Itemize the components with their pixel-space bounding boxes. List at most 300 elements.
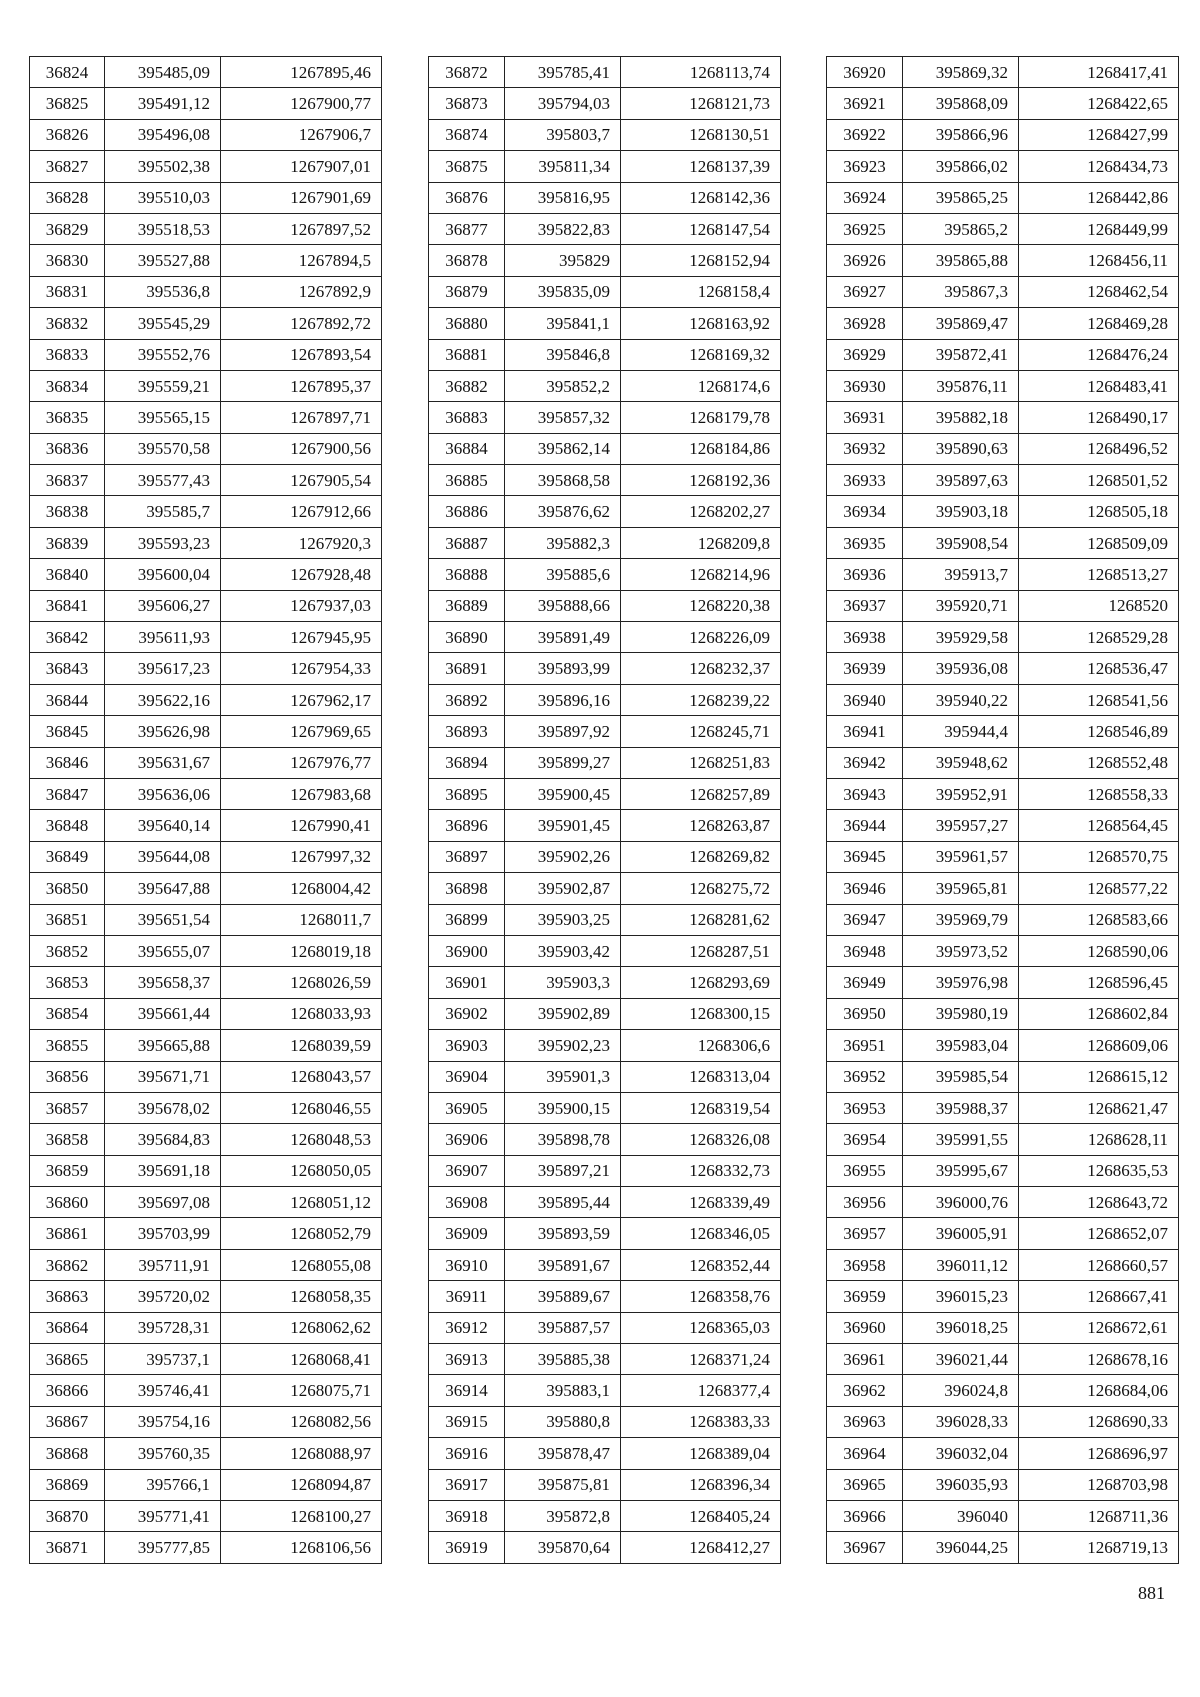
x-coordinate-cell: 396018,25 — [903, 1312, 1019, 1343]
x-coordinate-cell: 395835,09 — [505, 276, 621, 307]
y-coordinate-cell: 1268609,06 — [1019, 1030, 1179, 1061]
y-coordinate-cell: 1268352,44 — [621, 1249, 781, 1280]
y-coordinate-cell: 1268062,62 — [221, 1312, 382, 1343]
y-coordinate-cell: 1268358,76 — [621, 1281, 781, 1312]
x-coordinate-cell: 395720,02 — [105, 1281, 221, 1312]
x-coordinate-cell: 395611,93 — [105, 622, 221, 653]
y-coordinate-cell: 1268011,7 — [221, 904, 382, 935]
point-number-cell: 36893 — [429, 716, 505, 747]
y-coordinate-cell: 1268287,51 — [621, 935, 781, 966]
point-number-cell: 36917 — [429, 1469, 505, 1500]
table-row — [429, 433, 781, 464]
point-number-cell: 36897 — [429, 841, 505, 872]
y-coordinate-cell: 1268300,15 — [621, 998, 781, 1029]
point-number-cell: 36912 — [429, 1312, 505, 1343]
x-coordinate-cell: 395876,62 — [505, 496, 621, 527]
coordinate-table-body — [429, 57, 781, 1564]
table-row — [827, 465, 1179, 496]
x-coordinate-cell: 395883,1 — [505, 1375, 621, 1406]
table-row — [30, 747, 382, 778]
x-coordinate-cell: 395908,54 — [903, 527, 1019, 558]
y-coordinate-cell: 1268226,09 — [621, 622, 781, 653]
point-number-cell: 36881 — [429, 339, 505, 370]
coordinate-table-body — [30, 57, 382, 1564]
x-coordinate-cell: 395900,15 — [505, 1092, 621, 1123]
y-coordinate-cell: 1268055,08 — [221, 1249, 382, 1280]
y-coordinate-cell: 1268417,41 — [1019, 57, 1179, 88]
x-coordinate-cell: 395985,54 — [903, 1061, 1019, 1092]
y-coordinate-cell: 1268590,06 — [1019, 935, 1179, 966]
point-number-cell: 36898 — [429, 873, 505, 904]
y-coordinate-cell: 1268050,05 — [221, 1155, 382, 1186]
table-row — [30, 402, 382, 433]
point-number-cell: 36935 — [827, 527, 903, 558]
y-coordinate-cell: 1268319,54 — [621, 1092, 781, 1123]
x-coordinate-cell: 395869,47 — [903, 308, 1019, 339]
point-number-cell: 36826 — [30, 119, 105, 150]
point-number-cell: 36884 — [429, 433, 505, 464]
x-coordinate-cell: 395665,88 — [105, 1030, 221, 1061]
y-coordinate-cell: 1268147,54 — [621, 213, 781, 244]
x-coordinate-cell: 395944,4 — [903, 716, 1019, 747]
table-row — [827, 88, 1179, 119]
y-coordinate-cell: 1267928,48 — [221, 559, 382, 590]
table-row — [827, 684, 1179, 715]
table-row — [429, 841, 781, 872]
x-coordinate-cell: 395897,92 — [505, 716, 621, 747]
x-coordinate-cell: 396035,93 — [903, 1469, 1019, 1500]
y-coordinate-cell: 1268536,47 — [1019, 653, 1179, 684]
coordinate-table-body — [827, 57, 1179, 1564]
x-coordinate-cell: 395862,14 — [505, 433, 621, 464]
point-number-cell: 36832 — [30, 308, 105, 339]
x-coordinate-cell: 395872,41 — [903, 339, 1019, 370]
point-number-cell: 36966 — [827, 1500, 903, 1531]
point-number-cell: 36892 — [429, 684, 505, 715]
x-coordinate-cell: 395889,67 — [505, 1281, 621, 1312]
y-coordinate-cell: 1268137,39 — [621, 151, 781, 182]
x-coordinate-cell: 395846,8 — [505, 339, 621, 370]
y-coordinate-cell: 1268068,41 — [221, 1344, 382, 1375]
y-coordinate-cell: 1267962,17 — [221, 684, 382, 715]
y-coordinate-cell: 1268396,34 — [621, 1469, 781, 1500]
y-coordinate-cell: 1267897,71 — [221, 402, 382, 433]
y-coordinate-cell: 1268501,52 — [1019, 465, 1179, 496]
y-coordinate-cell: 1268377,4 — [621, 1375, 781, 1406]
y-coordinate-cell: 1268546,89 — [1019, 716, 1179, 747]
x-coordinate-cell: 395857,32 — [505, 402, 621, 433]
point-number-cell: 36940 — [827, 684, 903, 715]
table-row — [429, 684, 781, 715]
x-coordinate-cell: 396000,76 — [903, 1187, 1019, 1218]
point-number-cell: 36924 — [827, 182, 903, 213]
point-number-cell: 36889 — [429, 590, 505, 621]
table-row — [827, 1124, 1179, 1155]
y-coordinate-cell: 1267912,66 — [221, 496, 382, 527]
x-coordinate-cell: 395872,8 — [505, 1500, 621, 1531]
y-coordinate-cell: 1268628,11 — [1019, 1124, 1179, 1155]
y-coordinate-cell: 1268281,62 — [621, 904, 781, 935]
x-coordinate-cell: 395876,11 — [903, 370, 1019, 401]
table-row — [827, 339, 1179, 370]
point-number-cell: 36943 — [827, 778, 903, 809]
x-coordinate-cell: 395903,18 — [903, 496, 1019, 527]
table-row — [429, 1406, 781, 1437]
point-number-cell: 36925 — [827, 213, 903, 244]
table-row — [30, 778, 382, 809]
table-row — [827, 308, 1179, 339]
y-coordinate-cell: 1267983,68 — [221, 778, 382, 809]
point-number-cell: 36949 — [827, 967, 903, 998]
y-coordinate-cell: 1268660,57 — [1019, 1249, 1179, 1280]
x-coordinate-cell: 395902,89 — [505, 998, 621, 1029]
y-coordinate-cell: 1268257,89 — [621, 778, 781, 809]
table-row — [429, 747, 781, 778]
table-row — [30, 433, 382, 464]
x-coordinate-cell: 395991,55 — [903, 1124, 1019, 1155]
table-row — [827, 1218, 1179, 1249]
table-row — [827, 213, 1179, 244]
y-coordinate-cell: 1268326,08 — [621, 1124, 781, 1155]
table-row — [827, 1500, 1179, 1531]
point-number-cell: 36865 — [30, 1344, 105, 1375]
x-coordinate-cell: 396032,04 — [903, 1438, 1019, 1469]
point-number-cell: 36964 — [827, 1438, 903, 1469]
x-coordinate-cell: 396044,25 — [903, 1532, 1019, 1563]
x-coordinate-cell: 395852,2 — [505, 370, 621, 401]
y-coordinate-cell: 1268635,53 — [1019, 1155, 1179, 1186]
table-row — [827, 967, 1179, 998]
x-coordinate-cell: 396024,8 — [903, 1375, 1019, 1406]
table-row — [827, 747, 1179, 778]
table-row — [429, 1061, 781, 1092]
x-coordinate-cell: 395803,7 — [505, 119, 621, 150]
x-coordinate-cell: 395502,38 — [105, 151, 221, 182]
y-coordinate-cell: 1268039,59 — [221, 1030, 382, 1061]
point-number-cell: 36901 — [429, 967, 505, 998]
table-row — [30, 935, 382, 966]
x-coordinate-cell: 395865,88 — [903, 245, 1019, 276]
point-number-cell: 36869 — [30, 1469, 105, 1500]
y-coordinate-cell: 1268106,56 — [221, 1532, 382, 1563]
point-number-cell: 36948 — [827, 935, 903, 966]
x-coordinate-cell: 395671,71 — [105, 1061, 221, 1092]
y-coordinate-cell: 1268232,37 — [621, 653, 781, 684]
x-coordinate-cell: 395903,42 — [505, 935, 621, 966]
table-row — [429, 527, 781, 558]
y-coordinate-cell: 1268577,22 — [1019, 873, 1179, 904]
table-row — [30, 119, 382, 150]
table-row — [30, 1124, 382, 1155]
y-coordinate-cell: 1267893,54 — [221, 339, 382, 370]
point-number-cell: 36916 — [429, 1438, 505, 1469]
coordinate-table-2 — [428, 56, 781, 1564]
x-coordinate-cell: 395728,31 — [105, 1312, 221, 1343]
x-coordinate-cell: 395606,27 — [105, 590, 221, 621]
point-number-cell: 36914 — [429, 1375, 505, 1406]
x-coordinate-cell: 395952,91 — [903, 778, 1019, 809]
point-number-cell: 36837 — [30, 465, 105, 496]
x-coordinate-cell: 395929,58 — [903, 622, 1019, 653]
point-number-cell: 36852 — [30, 935, 105, 966]
point-number-cell: 36957 — [827, 1218, 903, 1249]
y-coordinate-cell: 1268529,28 — [1019, 622, 1179, 653]
y-coordinate-cell: 1268202,27 — [621, 496, 781, 527]
table-row — [30, 1218, 382, 1249]
point-number-cell: 36906 — [429, 1124, 505, 1155]
table-row — [30, 998, 382, 1029]
point-number-cell: 36830 — [30, 245, 105, 276]
x-coordinate-cell: 395875,81 — [505, 1469, 621, 1500]
x-coordinate-cell: 395891,67 — [505, 1249, 621, 1280]
y-coordinate-cell: 1268142,36 — [621, 182, 781, 213]
point-number-cell: 36859 — [30, 1155, 105, 1186]
x-coordinate-cell: 395816,95 — [505, 182, 621, 213]
x-coordinate-cell: 395899,27 — [505, 747, 621, 778]
x-coordinate-cell: 395754,16 — [105, 1406, 221, 1437]
table-row — [429, 622, 781, 653]
x-coordinate-cell: 395920,71 — [903, 590, 1019, 621]
point-number-cell: 36872 — [429, 57, 505, 88]
table-row — [30, 1155, 382, 1186]
y-coordinate-cell: 1267945,95 — [221, 622, 382, 653]
y-coordinate-cell: 1267900,77 — [221, 88, 382, 119]
x-coordinate-cell: 395902,87 — [505, 873, 621, 904]
table-row — [429, 1281, 781, 1312]
x-coordinate-cell: 395711,91 — [105, 1249, 221, 1280]
table-row — [827, 841, 1179, 872]
table-row — [827, 402, 1179, 433]
y-coordinate-cell: 1268184,86 — [621, 433, 781, 464]
table-row — [30, 1187, 382, 1218]
point-number-cell: 36875 — [429, 151, 505, 182]
y-coordinate-cell: 1268163,92 — [621, 308, 781, 339]
y-coordinate-cell: 1268509,09 — [1019, 527, 1179, 558]
point-number-cell: 36838 — [30, 496, 105, 527]
x-coordinate-cell: 395655,07 — [105, 935, 221, 966]
y-coordinate-cell: 1268214,96 — [621, 559, 781, 590]
point-number-cell: 36842 — [30, 622, 105, 653]
point-number-cell: 36931 — [827, 402, 903, 433]
point-number-cell: 36937 — [827, 590, 903, 621]
y-coordinate-cell: 1268719,13 — [1019, 1532, 1179, 1563]
table-row — [827, 622, 1179, 653]
point-number-cell: 36853 — [30, 967, 105, 998]
x-coordinate-cell: 395600,04 — [105, 559, 221, 590]
y-coordinate-cell: 1268552,48 — [1019, 747, 1179, 778]
table-row — [30, 873, 382, 904]
point-number-cell: 36951 — [827, 1030, 903, 1061]
point-number-cell: 36887 — [429, 527, 505, 558]
point-number-cell: 36942 — [827, 747, 903, 778]
table-row — [429, 213, 781, 244]
x-coordinate-cell: 395585,7 — [105, 496, 221, 527]
table-row — [827, 1281, 1179, 1312]
table-row — [30, 1030, 382, 1061]
point-number-cell: 36827 — [30, 151, 105, 182]
point-number-cell: 36840 — [30, 559, 105, 590]
x-coordinate-cell: 395678,02 — [105, 1092, 221, 1123]
y-coordinate-cell: 1268113,74 — [621, 57, 781, 88]
x-coordinate-cell: 395903,25 — [505, 904, 621, 935]
y-coordinate-cell: 1267900,56 — [221, 433, 382, 464]
x-coordinate-cell: 395902,23 — [505, 1030, 621, 1061]
y-coordinate-cell: 1268046,55 — [221, 1092, 382, 1123]
table-row — [30, 1406, 382, 1437]
y-coordinate-cell: 1268513,27 — [1019, 559, 1179, 590]
x-coordinate-cell: 395841,1 — [505, 308, 621, 339]
table-row — [30, 1092, 382, 1123]
y-coordinate-cell: 1268251,83 — [621, 747, 781, 778]
point-number-cell: 36955 — [827, 1155, 903, 1186]
point-number-cell: 36841 — [30, 590, 105, 621]
table-row — [827, 496, 1179, 527]
point-number-cell: 36825 — [30, 88, 105, 119]
table-row — [429, 1469, 781, 1500]
x-coordinate-cell: 395888,66 — [505, 590, 621, 621]
table-row — [827, 653, 1179, 684]
x-coordinate-cell: 395885,38 — [505, 1344, 621, 1375]
point-number-cell: 36907 — [429, 1155, 505, 1186]
x-coordinate-cell: 395882,3 — [505, 527, 621, 558]
x-coordinate-cell: 395976,98 — [903, 967, 1019, 998]
table-row — [827, 1187, 1179, 1218]
table-row — [429, 1155, 781, 1186]
point-number-cell: 36870 — [30, 1500, 105, 1531]
table-row — [827, 1312, 1179, 1343]
y-coordinate-cell: 1268169,32 — [621, 339, 781, 370]
point-number-cell: 36862 — [30, 1249, 105, 1280]
point-number-cell: 36849 — [30, 841, 105, 872]
x-coordinate-cell: 395901,3 — [505, 1061, 621, 1092]
x-coordinate-cell: 395865,25 — [903, 182, 1019, 213]
table-row — [827, 1249, 1179, 1280]
y-coordinate-cell: 1268019,18 — [221, 935, 382, 966]
table-row — [30, 653, 382, 684]
coordinate-table-1 — [29, 56, 382, 1564]
point-number-cell: 36958 — [827, 1249, 903, 1280]
y-coordinate-cell: 1268192,36 — [621, 465, 781, 496]
y-coordinate-cell: 1268496,52 — [1019, 433, 1179, 464]
table-row — [429, 276, 781, 307]
y-coordinate-cell: 1268703,98 — [1019, 1469, 1179, 1500]
table-row — [429, 1030, 781, 1061]
y-coordinate-cell: 1268371,24 — [621, 1344, 781, 1375]
point-number-cell: 36956 — [827, 1187, 903, 1218]
point-number-cell: 36863 — [30, 1281, 105, 1312]
table-row — [827, 1532, 1179, 1563]
y-coordinate-cell: 1268672,61 — [1019, 1312, 1179, 1343]
table-row — [827, 1344, 1179, 1375]
point-number-cell: 36857 — [30, 1092, 105, 1123]
x-coordinate-cell: 396028,33 — [903, 1406, 1019, 1437]
point-number-cell: 36920 — [827, 57, 903, 88]
point-number-cell: 36848 — [30, 810, 105, 841]
table-row — [30, 465, 382, 496]
x-coordinate-cell: 395658,37 — [105, 967, 221, 998]
y-coordinate-cell: 1268405,24 — [621, 1500, 781, 1531]
point-number-cell: 36928 — [827, 308, 903, 339]
table-row — [30, 1312, 382, 1343]
y-coordinate-cell: 1268220,38 — [621, 590, 781, 621]
point-number-cell: 36846 — [30, 747, 105, 778]
point-number-cell: 36871 — [30, 1532, 105, 1563]
table-row — [827, 1030, 1179, 1061]
y-coordinate-cell: 1268684,06 — [1019, 1375, 1179, 1406]
x-coordinate-cell: 395785,41 — [505, 57, 621, 88]
y-coordinate-cell: 1268088,97 — [221, 1438, 382, 1469]
y-coordinate-cell: 1268690,33 — [1019, 1406, 1179, 1437]
table-row — [827, 151, 1179, 182]
y-coordinate-cell: 1268263,87 — [621, 810, 781, 841]
x-coordinate-cell: 395746,41 — [105, 1375, 221, 1406]
table-row — [429, 370, 781, 401]
y-coordinate-cell: 1268490,17 — [1019, 402, 1179, 433]
point-number-cell: 36895 — [429, 778, 505, 809]
x-coordinate-cell: 395766,1 — [105, 1469, 221, 1500]
x-coordinate-cell: 395988,37 — [903, 1092, 1019, 1123]
point-number-cell: 36947 — [827, 904, 903, 935]
point-number-cell: 36936 — [827, 559, 903, 590]
table-row — [30, 1281, 382, 1312]
x-coordinate-cell: 395957,27 — [903, 810, 1019, 841]
x-coordinate-cell: 396011,12 — [903, 1249, 1019, 1280]
table-row — [429, 904, 781, 935]
point-number-cell: 36899 — [429, 904, 505, 935]
y-coordinate-cell: 1268174,6 — [621, 370, 781, 401]
point-number-cell: 36959 — [827, 1281, 903, 1312]
y-coordinate-cell: 1268667,41 — [1019, 1281, 1179, 1312]
point-number-cell: 36961 — [827, 1344, 903, 1375]
x-coordinate-cell: 395626,98 — [105, 716, 221, 747]
table-row — [30, 684, 382, 715]
table-row — [429, 1187, 781, 1218]
point-number-cell: 36861 — [30, 1218, 105, 1249]
table-row — [429, 339, 781, 370]
y-coordinate-cell: 1268306,6 — [621, 1030, 781, 1061]
y-coordinate-cell: 1268052,79 — [221, 1218, 382, 1249]
table-row — [827, 119, 1179, 150]
point-number-cell: 36939 — [827, 653, 903, 684]
y-coordinate-cell: 1268564,45 — [1019, 810, 1179, 841]
y-coordinate-cell: 1268596,45 — [1019, 967, 1179, 998]
y-coordinate-cell: 1267937,03 — [221, 590, 382, 621]
y-coordinate-cell: 1268558,33 — [1019, 778, 1179, 809]
table-row — [827, 1469, 1179, 1500]
x-coordinate-cell: 395882,18 — [903, 402, 1019, 433]
x-coordinate-cell: 395684,83 — [105, 1124, 221, 1155]
y-coordinate-cell: 1268275,72 — [621, 873, 781, 904]
y-coordinate-cell: 1267976,77 — [221, 747, 382, 778]
y-coordinate-cell: 1268365,03 — [621, 1312, 781, 1343]
y-coordinate-cell: 1268469,28 — [1019, 308, 1179, 339]
x-coordinate-cell: 395631,67 — [105, 747, 221, 778]
table-row — [30, 559, 382, 590]
table-row — [30, 1500, 382, 1531]
table-row — [30, 276, 382, 307]
x-coordinate-cell: 395518,53 — [105, 213, 221, 244]
y-coordinate-cell: 1268094,87 — [221, 1469, 382, 1500]
point-number-cell: 36867 — [30, 1406, 105, 1437]
point-number-cell: 36854 — [30, 998, 105, 1029]
table-row — [429, 810, 781, 841]
table-row — [30, 182, 382, 213]
table-row — [429, 716, 781, 747]
x-coordinate-cell: 395868,09 — [903, 88, 1019, 119]
x-coordinate-cell: 395940,22 — [903, 684, 1019, 715]
point-number-cell: 36878 — [429, 245, 505, 276]
point-number-cell: 36967 — [827, 1532, 903, 1563]
